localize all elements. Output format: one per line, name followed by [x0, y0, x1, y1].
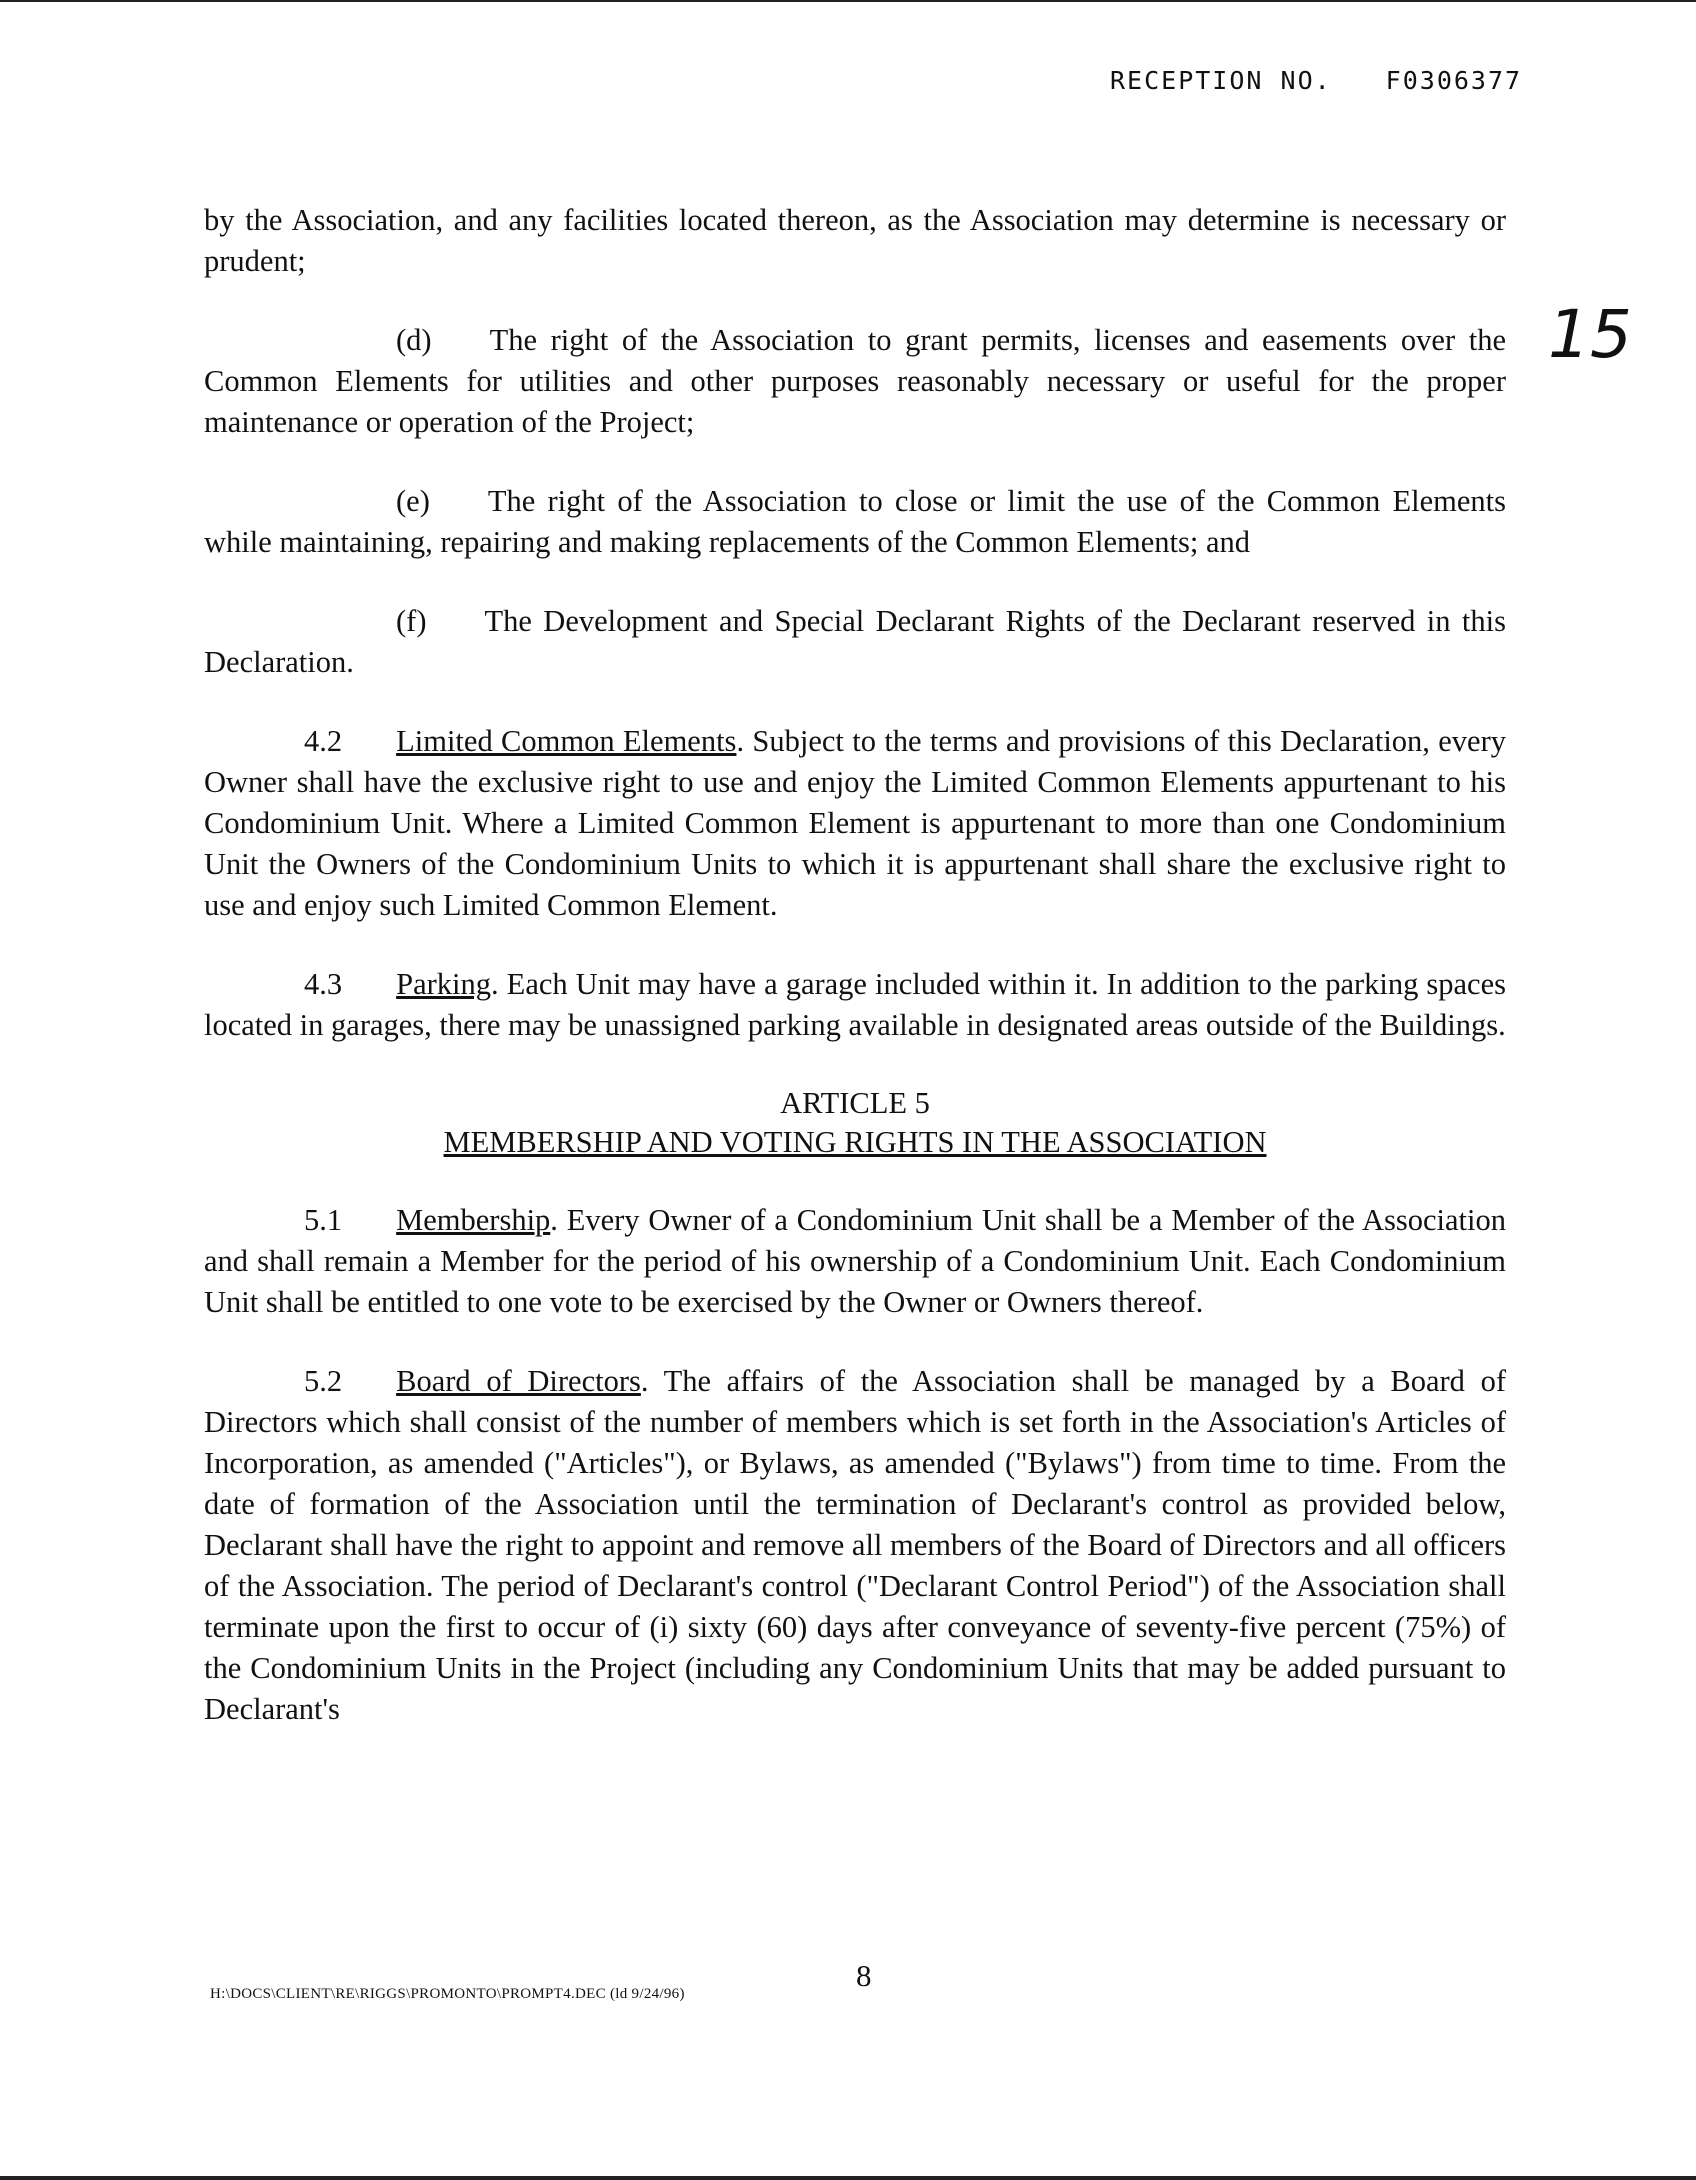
section-4-2-number: 4.2 — [304, 724, 343, 758]
article-heading — [204, 1084, 1506, 1162]
scan-bottom-edge — [0, 2176, 1696, 2180]
intro-text: by the Association, and any facilities located thereon, as the Association may determine is necessary or prudent; — [204, 203, 1506, 278]
article-number: ARTICLE 5 — [780, 1086, 930, 1120]
section-5-1-number: 5.1 — [304, 1203, 343, 1237]
clause-f-text: The Development and Special Declarant Rights of the Declarant reserved in this Declaration. — [204, 604, 1506, 679]
section-4-3 — [204, 964, 1506, 1046]
reception-number: F0306377 — [1385, 66, 1523, 95]
clause-f-marker: (f) — [396, 604, 427, 638]
clause-d-text: The right of the Association to grant permits, licenses and easements over the Common Elements for utilities and other purposes reasonably necessary or useful for the proper maintenance or operation of the Project; — [204, 323, 1506, 439]
section-5-1-heading: Membership — [396, 1203, 551, 1237]
article-title: MEMBERSHIP AND VOTING RIGHTS IN THE ASSOCIATION — [443, 1125, 1267, 1159]
clause-e-marker: (e) — [396, 484, 430, 518]
section-5-2-heading: Board of Directors — [396, 1364, 641, 1398]
section-5-1 — [204, 1200, 1506, 1323]
footer-file-path: H:\DOCS\CLIENT\RE\RIGGS\PROMONTO\PROMPT4.DEC (ld 9/24/96) — [210, 1986, 685, 2002]
reception-label: RECEPTION NO. — [1110, 66, 1332, 95]
section-4-3-heading: Parking — [396, 967, 492, 1001]
scan-top-edge — [0, 0, 1696, 2]
section-5-2-number: 5.2 — [304, 1364, 343, 1398]
section-4-2 — [204, 721, 1506, 926]
clause-f — [204, 601, 1506, 683]
clause-e-text: The right of the Association to close or limit the use of the Common Elements while maintaining, repairing and making replacements of the Common Elements; and — [204, 484, 1506, 559]
clause-e — [204, 481, 1506, 563]
reception-stamp — [1110, 66, 1522, 95]
section-5-2-text: . The affairs of the Association shall be managed by a Board of Directors which shall consist of the number of members which is set forth in the Association's Articles of Incorporation, as amended ("Articles"), or Bylaws, as amended ("Bylaws") from time to time. From the date of formation of the Association until the termination of Declarant's control as provided below, Declarant shall have the right to appoint and remove all members of the Board of Directors and all officers of the Association. The period of Declarant's control ("Declarant Control Period") of the Association shall terminate upon the first to occur of (i) sixty (60) days after conveyance of seventy-five percent (75%) of the Condominium Units in the Project (including any Condominium Units that may be added pursuant to Declarant's — [204, 1364, 1507, 1726]
intro-paragraph — [204, 200, 1506, 282]
section-5-1-text: . Every Owner of a Condominium Unit shall be a Member of the Association and shall remain a Member for the period of his ownership of a Condominium Unit. Each Condominium Unit shall be entitled to one vote to be exercised by the Owner or Owners thereof. — [204, 1203, 1506, 1319]
clause-d — [204, 320, 1506, 443]
document-body — [204, 200, 1506, 1730]
section-4-3-text: . Each Unit may have a garage included within it. In addition to the parking spaces located in garages, there may be unassigned parking available in designated areas outside of the Buildings. — [204, 967, 1506, 1042]
section-4-3-number: 4.3 — [304, 967, 343, 1001]
section-5-2 — [204, 1361, 1506, 1730]
footer-page-number: 8 — [856, 1958, 872, 1993]
clause-d-marker: (d) — [396, 323, 432, 357]
section-4-2-heading: Limited Common Elements — [396, 724, 737, 758]
section-4-2-text: . Subject to the terms and provisions of this Declaration, every Owner shall have the exclusive right to use and enjoy the Limited Common Elements appurtenant to his Condominium Unit. Where a Limited Common Element is appurtenant to more than one Condominium Unit the Owners of the Condominium Units to which it is appurtenant shall share the exclusive right to use and enjoy such Limited Common Element. — [204, 724, 1506, 922]
handwritten-page-number: 15 — [1548, 296, 1632, 373]
